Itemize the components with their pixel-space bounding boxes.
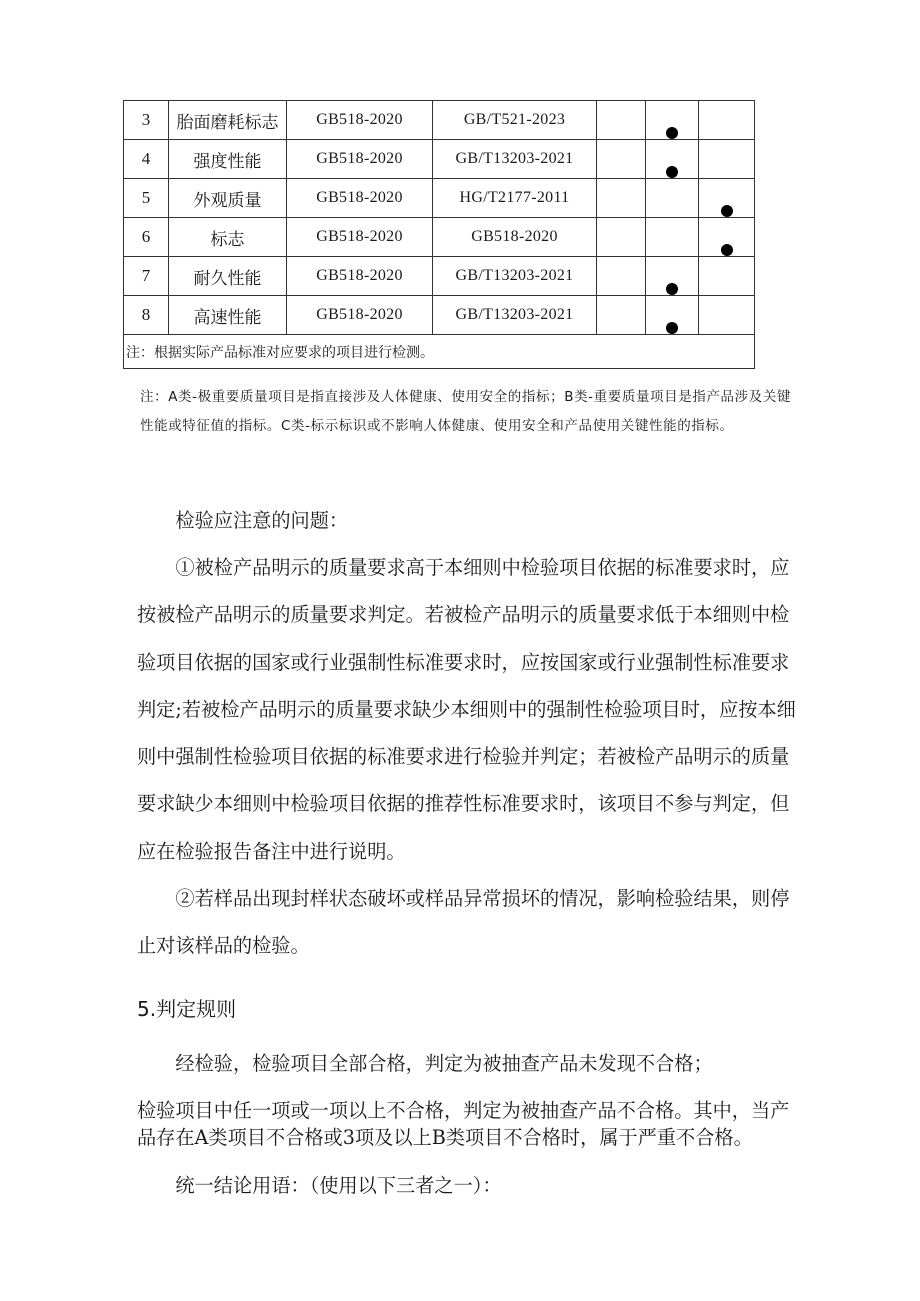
table-row xyxy=(124,101,755,140)
table-row xyxy=(124,257,755,296)
product-standard: GB518-2020 xyxy=(287,140,433,179)
item-number: 5 xyxy=(124,179,169,218)
class-a-cell xyxy=(597,140,646,179)
class-a-cell xyxy=(597,296,646,335)
item-name: 强度性能 xyxy=(169,140,287,179)
bullet-mark-icon xyxy=(721,205,733,217)
class-b-cell xyxy=(646,296,699,335)
table-row xyxy=(124,218,755,257)
bullet-mark-icon xyxy=(666,283,678,295)
class-a-cell xyxy=(597,218,646,257)
item-number: 6 xyxy=(124,218,169,257)
section-title-notes: 检验应注意的问题： xyxy=(175,509,349,532)
bullet-mark-icon xyxy=(666,127,678,139)
table-row xyxy=(124,296,755,335)
product-standard: GB518-2020 xyxy=(287,101,433,140)
table-row xyxy=(124,140,755,179)
table-note: 注：根据实际产品标准对应要求的项目进行检测。 xyxy=(124,335,755,369)
class-b-cell xyxy=(646,101,699,140)
item-number: 7 xyxy=(124,257,169,296)
method-standard: GB/T13203-2021 xyxy=(433,257,597,296)
item-number: 3 xyxy=(124,101,169,140)
class-b-cell xyxy=(646,179,699,218)
item-name: 外观质量 xyxy=(169,179,287,218)
class-a-cell xyxy=(597,179,646,218)
method-standard: GB/T13203-2021 xyxy=(433,296,597,335)
bullet-mark-icon xyxy=(666,166,678,178)
class-a-cell xyxy=(597,101,646,140)
product-standard: GB518-2020 xyxy=(287,296,433,335)
product-standard: GB518-2020 xyxy=(287,179,433,218)
class-b-cell xyxy=(646,257,699,296)
class-b-cell xyxy=(646,218,699,257)
note-item-2: ②若样品出现封样状态破坏或样品异常损坏的情况，影响检验结果，则停止对该样品的检验。 xyxy=(137,887,790,958)
item-name: 高速性能 xyxy=(169,296,287,335)
inspection-items-table xyxy=(123,100,755,369)
class-c-cell xyxy=(699,218,755,257)
item-name: 标志 xyxy=(169,218,287,257)
class-c-cell xyxy=(699,101,755,140)
item-name: 胎面磨耗标志 xyxy=(169,101,287,140)
method-standard: HG/T2177-2011 xyxy=(433,179,597,218)
class-b-cell xyxy=(646,140,699,179)
product-standard: GB518-2020 xyxy=(287,218,433,257)
judgment-paragraph-2: 检验项目中任一项或一项以上不合格，判定为被抽查产品不合格。其中，当产品存在A类项目不合格或3项及以上B类项目不合格时，属于严重不合格。 xyxy=(137,1099,790,1149)
item-number: 8 xyxy=(124,296,169,335)
note-item-1: ①被检产品明示的质量要求高于本细则中检验项目依据的标准要求时，应按被检产品明示的质量要求判定。若被检产品明示的质量要求低于本细则中检验项目依据的国家或行业强制性标准要求时，应按国家或行业强制性标准要求判定;若被检产品明示的质量要求缺少本细则中的强制性检验项目时，应按本细则中强制性检验项目依据的标准要求进行检验并判定；若被检产品明示的质量要求缺少本细则中检验项目依据的推荐性标准要求时，该项目不参与判定，但应在检验报告备注中进行说明。 xyxy=(137,556,796,863)
bullet-mark-icon xyxy=(666,322,678,334)
class-c-cell xyxy=(699,140,755,179)
section-heading-judgment-rules: 5.判定规则 xyxy=(137,997,237,1021)
judgment-paragraph-3: 统一结论用语：（使用以下三者之一）： xyxy=(175,1174,502,1197)
item-number: 4 xyxy=(124,140,169,179)
method-standard: GB/T521-2023 xyxy=(433,101,597,140)
class-c-cell xyxy=(699,296,755,335)
table-row xyxy=(124,179,755,218)
product-standard: GB518-2020 xyxy=(287,257,433,296)
bullet-mark-icon xyxy=(721,244,733,256)
class-c-cell xyxy=(699,257,755,296)
item-name: 耐久性能 xyxy=(169,257,287,296)
classification-footnote: 注：A类-极重要质量项目是指直接涉及人体健康、使用安全的指标；B类-重要质量项目是指产品涉及关键性能或特征值的指标。C类-标示标识或不影响人体健康、使用安全和产品使用关键性能的指标。 xyxy=(140,389,792,434)
class-a-cell xyxy=(597,257,646,296)
method-standard: GB518-2020 xyxy=(433,218,597,257)
class-c-cell xyxy=(699,179,755,218)
method-standard: GB/T13203-2021 xyxy=(433,140,597,179)
judgment-paragraph-1: 经检验，检验项目全部合格，判定为被抽查产品未发现不合格； xyxy=(175,1052,713,1075)
